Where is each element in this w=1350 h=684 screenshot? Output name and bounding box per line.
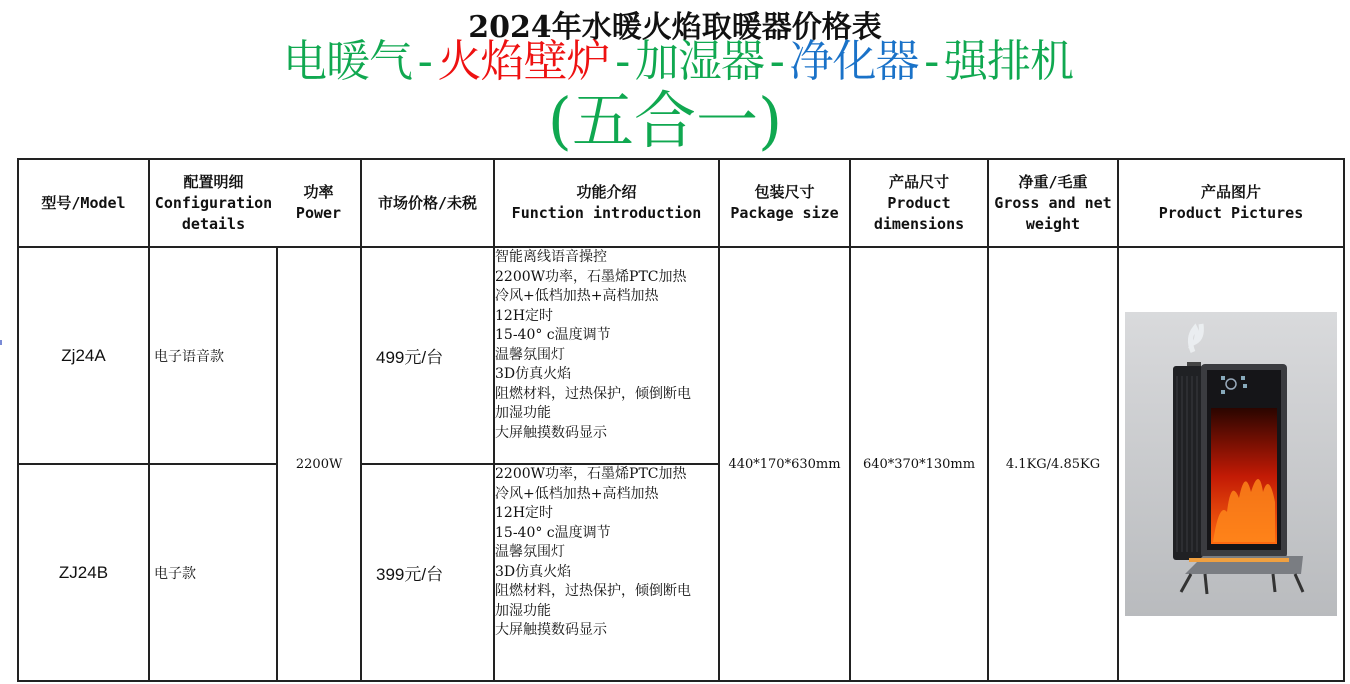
product-subtitle — [0, 34, 1350, 90]
header-package: 包装尺寸 Package size — [719, 159, 850, 247]
header-config: 配置明细 Configuration details — [154, 172, 273, 233]
header-picture: 产品图片 Product Pictures — [1118, 159, 1344, 247]
header-model: 型号/Model — [18, 159, 149, 247]
price-table — [17, 158, 1345, 682]
config-cell: 电子款 — [149, 464, 277, 681]
subtitle-part-0: 电暖气- — [283, 36, 438, 87]
flame-heater-product-icon — [1125, 312, 1337, 616]
function-list: 智能离线语音操控 2200W功率，石墨烯PTC加热 冷风+低档加热+高档加热 12H定时 15-40° c温度调节 温馨氛围灯 3D仿真火焰 阻燃材料，过热保护，倾倒断电 加湿功能 大屏触摸数码显示 — [494, 247, 719, 464]
subtitle-part-4: -强排机 — [918, 36, 1073, 87]
header-weight: 净重/毛重 Gross and net weight — [988, 159, 1118, 247]
five-in-one-label: (五合一) — [547, 84, 783, 157]
product-picture-cell — [1118, 247, 1344, 681]
package-size-cell: 440*170*630mm — [719, 247, 850, 681]
header-row — [18, 159, 1344, 247]
header-product-size: 产品尺寸 Product dimensions — [850, 159, 988, 247]
page-title: 2024年水暖火焰取暖器价格表 — [468, 10, 882, 45]
subtitle-part-3: 净化器 — [789, 36, 919, 87]
subtitle-part-2: -加湿器- — [609, 36, 790, 87]
edge-marker — [0, 340, 2, 345]
config-cell: 电子语音款 — [149, 247, 277, 464]
model-cell: Zj24A — [18, 247, 149, 464]
header-price: 市场价格/未税 — [361, 159, 494, 247]
table-row — [18, 247, 1344, 464]
product-size-cell: 640*370*130mm — [850, 247, 988, 681]
price-cell: 399元/台 — [361, 464, 494, 681]
power-cell: 2200W — [277, 247, 361, 681]
price-cell: 499元/台 — [361, 247, 494, 464]
header-power: 功率 Power — [295, 183, 342, 222]
model-cell: ZJ24B — [18, 464, 149, 681]
header-config-power — [149, 159, 361, 247]
subtitle-part-1: 火焰壁炉 — [437, 36, 610, 87]
function-list: 2200W功率，石墨烯PTC加热 冷风+低档加热+高档加热 12H定时 15-40° c温度调节 温馨氛围灯 3D仿真火焰 阻燃材料，过热保护，倾倒断电 加湿功能 大屏触摸数码显示 — [494, 464, 719, 681]
header-function: 功能介绍 Function introduction — [494, 159, 719, 247]
weight-cell: 4.1KG/4.85KG — [988, 247, 1118, 681]
